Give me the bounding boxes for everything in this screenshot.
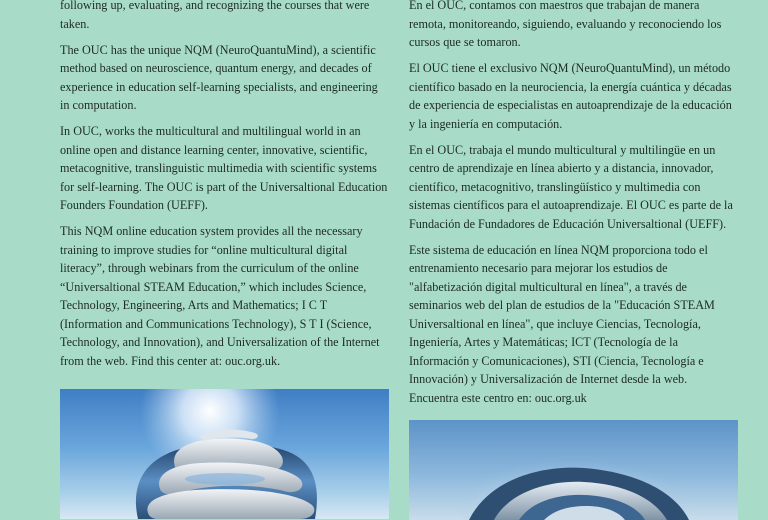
spanish-paragraph: El OUC tiene el exclusivo NQM (NeuroQuantuMind), un método científico basado en la neurociencia, la energía cuántica y décadas de experiencia de especialistas en autoaprendizaje de la educación y la ingeniería en computación.	[409, 61, 732, 131]
futuristic-architecture-photo	[409, 420, 738, 520]
english-paragraph: following up, evaluating, and recognizing the courses that were taken.	[60, 0, 370, 31]
futuristic-building-photo	[60, 389, 389, 519]
english-column	[60, 0, 390, 378]
spanish-paragraph: En el OUC, trabaja el mundo multicultural y multilingüe en un centro de aprendizaje en línea abierto y a distancia, innovador, científico, metacognitivo, translingüístico y multimedia con sistemas científicos para el autoaprendizaje. El OUC es parte de la Fundación de Fundadores de Educación Universaltional (UEFF).	[409, 142, 733, 231]
english-paragraph: The OUC has the unique NQM (NeuroQuantuMind), a scientific method based on neuroscience, quantum energy, and decades of experience in education self-learning specialists, and engineering in computation.	[60, 42, 378, 112]
english-paragraph: This NQM online education system provides all the necessary training to improve studies for “online multicultural digital literacy”, through webinars from the curriculum of the online “Universaltional STEAM Education,” which includes Science, Technology, Engineering, Arts and Mathematics; I C T (Information and Communications Technology), S T I (Science, Technology, and Innovation), and Universalization of the Internet from the web. Find this center at: ouc.org.uk.	[60, 224, 380, 368]
spanish-paragraph: Este sistema de educación en línea NQM proporciona todo el entrenamiento necesario para mejorar los estudios de "alfabetización digital multicultural en línea", a través de seminarios web del plan de estudios de la "Educación STEAM Universaltional en línea", que incluye Ciencias, Tecnología, Ingeniería, Artes y Matemáticas; ICT (Tecnología de la Información y Comunicaciones), STI (Ciencia, Tecnología e Innovación) y Universalización de Internet desde la web. Encuentra este centro en: ouc.org.uk	[409, 242, 715, 405]
spanish-paragraph: En el OUC, contamos con maestros que trabajan de manera remota, monitoreando, siguiendo, evaluando y reconociendo los cursos que se tomaron.	[409, 0, 722, 49]
english-paragraph: In OUC, works the multicultural and multilingual world in an online open and distance learning center, innovative, scientific, metacognitive, translinguistic multimedia with scientific systems for self-learning. The OUC is part of the Universaltional Education Founders Foundation (UEFF).	[60, 124, 388, 212]
spanish-column	[409, 0, 739, 415]
